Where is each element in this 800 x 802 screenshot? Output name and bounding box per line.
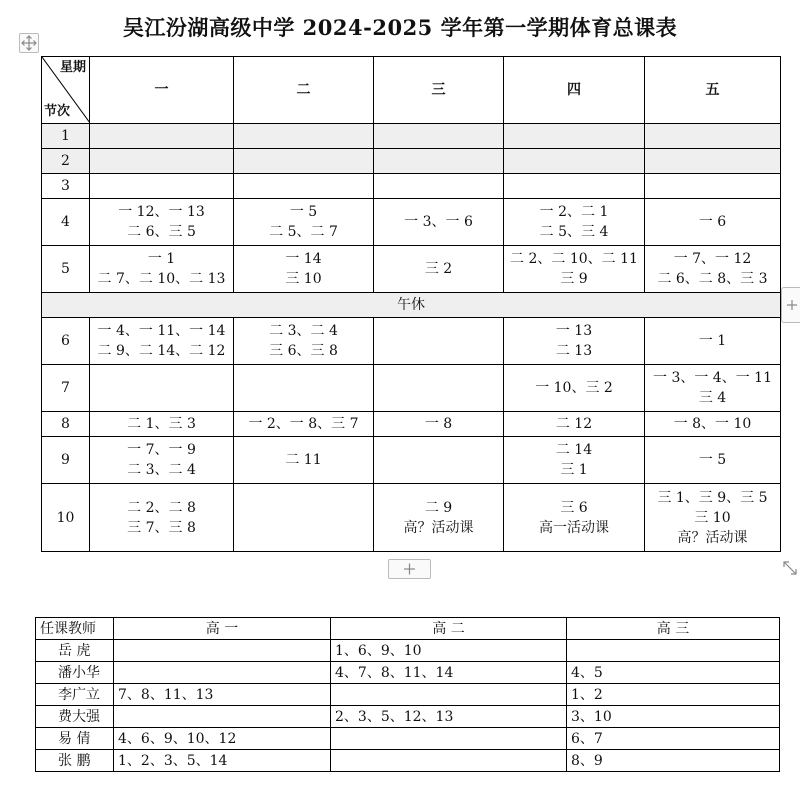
period-row (42, 199, 781, 246)
class-entry: 一 1 (698, 333, 727, 349)
schedule-cell-thu (504, 246, 645, 293)
grade1-classes (114, 640, 331, 662)
schedule-cell-tue (234, 437, 374, 484)
schedule-cell-tue (234, 174, 374, 199)
schedule-cell-fri (645, 174, 781, 199)
class-entry: 二 9 (424, 499, 453, 516)
class-entry: 一 3、一 6 (404, 214, 473, 230)
schedule-cell-thu (504, 174, 645, 199)
schedule-cell-fri (645, 365, 781, 412)
class-entry: 三 10 (285, 271, 322, 287)
period-number: 6 (42, 318, 90, 365)
schedule-cell-fri (645, 318, 781, 365)
schedule-header-row (42, 57, 781, 124)
class-entry: 三 2 (424, 261, 453, 277)
period-number: 2 (42, 149, 90, 174)
resize-diagonal-icon (781, 559, 799, 577)
class-entry: 一 4、一 11、一 14 (97, 323, 226, 339)
grade3-classes: 1、2 (567, 684, 780, 706)
schedule-cell-thu (504, 484, 645, 552)
class-entry: 高？活动课 (403, 519, 474, 536)
schedule-cell-thu (504, 318, 645, 365)
period-number: 10 (42, 484, 90, 552)
class-entry: 二 2、二 10、二 11 (510, 251, 638, 267)
schedule-cell-fri (645, 437, 781, 484)
schedule-cell-fri (645, 412, 781, 437)
class-entry: 一 14 (285, 251, 322, 267)
corner-period-label: 节次 (44, 104, 71, 119)
class-entry: 二 3、二 4 (269, 323, 338, 339)
class-entry: 三 4 (698, 390, 727, 406)
add-column-handle[interactable] (781, 287, 800, 323)
grade2-classes: 1、6、9、10 (331, 640, 567, 662)
class-entry: 一 1 (147, 251, 176, 267)
add-row-button[interactable] (388, 559, 431, 579)
class-entry: 一 7、一 9 (127, 442, 196, 458)
schedule-cell-thu (504, 412, 645, 437)
class-entry: 三 6、三 8 (269, 343, 338, 359)
period-row (42, 246, 781, 293)
class-entry: 高？活动课 (677, 529, 748, 546)
class-entry: 三 9 (560, 271, 588, 287)
schedule-cell-wed (374, 199, 504, 246)
grade3-classes: 3、10 (567, 706, 780, 728)
class-entry: 二 5、三 4 (539, 224, 609, 240)
class-entry: 二 5、二 7 (269, 224, 338, 240)
period-number: 5 (42, 246, 90, 293)
grade2-classes (331, 684, 567, 706)
lunch-break-row (42, 293, 781, 318)
period-number: 3 (42, 174, 90, 199)
teacher-name: 岳 虎 (36, 640, 114, 662)
schedule-cell-wed (374, 124, 504, 149)
class-entry: 二 1、三 3 (127, 416, 196, 432)
schedule-cell-wed (374, 412, 504, 437)
class-entry: 一 12、一 13 (118, 204, 205, 220)
schedule-cell-tue (234, 246, 374, 293)
teacher-row (36, 662, 780, 684)
class-entry: 一 5 (698, 452, 727, 468)
class-entry: 一 2、二 1 (539, 204, 609, 220)
class-entry: 一 8 (424, 416, 453, 432)
schedule-table (41, 56, 781, 552)
class-entry: 二 3、二 4 (127, 462, 196, 478)
schedule-cell-tue (234, 124, 374, 149)
schedule-cell-mon (90, 412, 234, 437)
grade2-header: 高 二 (331, 618, 567, 640)
teacher-row (36, 706, 780, 728)
grade3-classes: 6、7 (567, 728, 780, 750)
schedule-cell-mon (90, 318, 234, 365)
class-entry: 二 13 (555, 343, 593, 359)
grade2-classes: 4、7、8、11、14 (331, 662, 567, 684)
grade1-classes: 4、6、9、10、12 (114, 728, 331, 750)
class-entry: 一 7、一 12 (673, 251, 752, 267)
day-header-thu: 四 (504, 57, 645, 124)
period-number: 8 (42, 412, 90, 437)
day-header-wed: 三 (374, 57, 504, 124)
class-entry: 二 12 (555, 416, 593, 432)
schedule-cell-fri (645, 246, 781, 293)
schedule-cell-tue (234, 318, 374, 365)
grade2-classes (331, 750, 567, 772)
period-row (42, 412, 781, 437)
schedule-cell-fri (645, 199, 781, 246)
schedule-cell-mon (90, 437, 234, 484)
schedule-cell-wed (374, 174, 504, 199)
page-title: 吴江汾湖高级中学 2024-2025 学年第一学期体育总课表 (122, 15, 678, 40)
class-entry: 二 14 (555, 442, 593, 458)
schedule-cell-fri (645, 124, 781, 149)
schedule-cell-thu (504, 199, 645, 246)
class-entry: 二 6、三 5 (127, 224, 196, 240)
schedule-cell-wed (374, 484, 504, 552)
class-entry: 二 11 (285, 452, 322, 468)
class-entry: 一 6 (698, 214, 727, 230)
teacher-assignment-table (35, 617, 780, 772)
period-number: 9 (42, 437, 90, 484)
grade1-classes: 7、8、11、13 (114, 684, 331, 706)
teacher-row (36, 728, 780, 750)
grade3-classes: 4、5 (567, 662, 780, 684)
class-entry: 二 9、二 14、二 12 (97, 343, 226, 359)
teacher-row (36, 750, 780, 772)
class-entry: 三 10 (694, 509, 731, 526)
period-row (42, 318, 781, 365)
schedule-cell-wed (374, 149, 504, 174)
schedule-cell-mon (90, 365, 234, 412)
day-header-fri: 五 (645, 57, 781, 124)
day-header-mon: 一 (90, 57, 234, 124)
class-entry: 一 2、一 8、三 7 (248, 416, 359, 432)
corner-cell (42, 57, 90, 124)
schedule-cell-thu (504, 437, 645, 484)
grade3-classes (567, 640, 780, 662)
class-entry: 一 5 (289, 204, 318, 220)
teacher-name: 李广立 (36, 684, 114, 706)
period-row (42, 365, 781, 412)
schedule-cell-thu (504, 149, 645, 174)
schedule-cell-mon (90, 199, 234, 246)
teacher-header-label: 任课教师 (36, 618, 114, 640)
grade1-header: 高 一 (114, 618, 331, 640)
schedule-cell-fri (645, 149, 781, 174)
schedule-cell-wed (374, 437, 504, 484)
class-entry: 一 3、一 4、一 11 (653, 370, 772, 386)
class-entry: 三 1、三 9、三 5 (657, 489, 768, 506)
period-row (42, 437, 781, 484)
plus-icon (782, 288, 800, 322)
teacher-name: 潘小华 (36, 662, 114, 684)
class-entry: 一 8、一 10 (673, 416, 752, 432)
class-entry: 二 7、二 10、二 13 (97, 271, 226, 287)
class-entry: 三 1 (560, 462, 588, 478)
schedule-cell-wed (374, 246, 504, 293)
teacher-name: 费大强 (36, 706, 114, 728)
period-number: 4 (42, 199, 90, 246)
grade3-classes: 8、9 (567, 750, 780, 772)
table-move-handle[interactable] (19, 33, 39, 53)
day-header-tue: 二 (234, 57, 374, 124)
teacher-row (36, 684, 780, 706)
schedule-cell-tue (234, 365, 374, 412)
period-row (42, 174, 781, 199)
class-entry: 三 7、三 8 (127, 519, 196, 536)
schedule-cell-tue (234, 199, 374, 246)
class-entry: 三 6 (560, 499, 588, 516)
teacher-table-header-row (36, 618, 780, 640)
class-entry: 一 13 (555, 323, 593, 339)
schedule-cell-mon (90, 246, 234, 293)
schedule-cell-thu (504, 124, 645, 149)
schedule-cell-mon (90, 484, 234, 552)
schedule-cell-mon (90, 124, 234, 149)
lunch-break-label: 午休 (42, 293, 781, 318)
grade1-classes: 1、2、3、5、14 (114, 750, 331, 772)
table-resize-handle[interactable] (781, 559, 799, 577)
schedule-cell-mon (90, 174, 234, 199)
schedule-cell-tue (234, 484, 374, 552)
period-row (42, 124, 781, 149)
schedule-cell-tue (234, 412, 374, 437)
period-number: 1 (42, 124, 90, 149)
schedule-cell-wed (374, 365, 504, 412)
move-arrows-icon (20, 34, 38, 52)
period-row (42, 484, 781, 552)
class-entry: 高一活动课 (539, 519, 609, 536)
schedule-cell-thu (504, 365, 645, 412)
class-entry: 一 10、三 2 (535, 380, 613, 396)
teacher-name: 张 鹏 (36, 750, 114, 772)
grade3-header: 高 三 (567, 618, 780, 640)
period-row (42, 149, 781, 174)
schedule-cell-wed (374, 318, 504, 365)
teacher-name: 易 倩 (36, 728, 114, 750)
teacher-row (36, 640, 780, 662)
corner-day-label: 星期 (59, 60, 86, 75)
grade1-classes (114, 706, 331, 728)
schedule-cell-fri (645, 484, 781, 552)
plus-icon (389, 560, 430, 578)
schedule-cell-tue (234, 149, 374, 174)
period-number: 7 (42, 365, 90, 412)
class-entry: 二 6、二 8、三 3 (657, 271, 768, 287)
grade1-classes (114, 662, 331, 684)
class-entry: 二 2、二 8 (127, 499, 196, 516)
schedule-cell-mon (90, 149, 234, 174)
grade2-classes (331, 728, 567, 750)
grade2-classes: 2、3、5、12、13 (331, 706, 567, 728)
